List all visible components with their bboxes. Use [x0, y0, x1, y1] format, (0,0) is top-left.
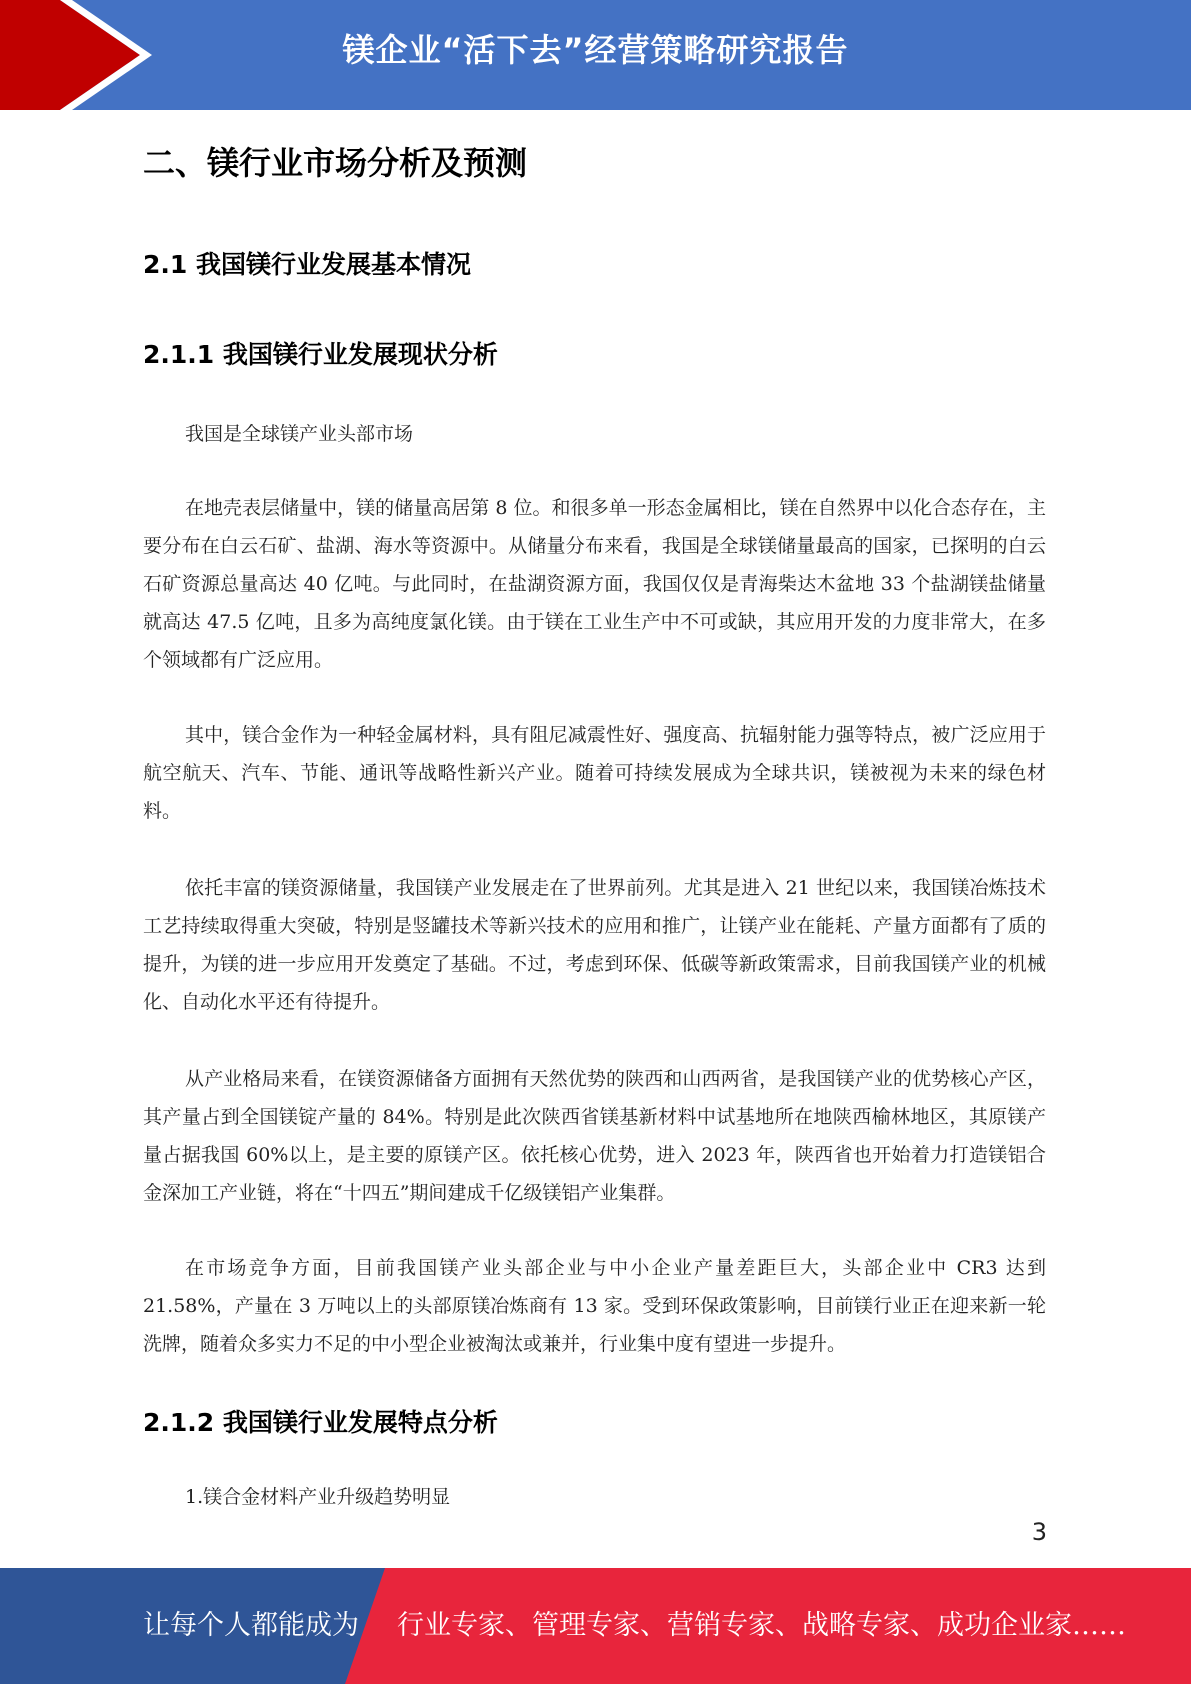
footer-banner: [0, 1568, 1191, 1684]
list-item: 1.镁合金材料产业升级趋势明显: [185, 1486, 451, 1508]
footer-slogan-right: 行业专家、管理专家、营销专家、战略专家、成功企业家……: [397, 1610, 1126, 1641]
paragraph-pattern: 从产业格局来看，在镁资源储备方面拥有天然优势的陕西和山西两省，是我国镁产业的优势核心产区，其产量占到全国镁锭产量的 84%。特别是此次陕西省镁基新材料中试基地所在地陕西榆林地区，其原镁产量占据我国 60%以上，是主要的原镁产区。依托核心优势，进入 2023 年，陕西省也开始着力打造镁铝合金深加工产业链，将在“十四五”期间建成千亿级镁铝产业集群。: [143, 1068, 1046, 1204]
subsubsection-title-2: 2.1.2 我国镁行业发展特点分析: [143, 1408, 498, 1437]
header-banner: [0, 0, 1191, 110]
paragraph-competition: 在市场竞争方面，目前我国镁产业头部企业与中小企业产量差距巨大，头部企业中 CR3 达到21.58%，产量在 3 万吨以上的头部原镁冶炼商有 13 家。受到环保政策影响，目前镁行业正在迎来新一轮洗牌，随着众多实力不足的中小型企业被淘汰或兼并，行业集中度有望进一步提升。: [143, 1257, 1046, 1355]
report-title: 镁企业“活下去”经营策略研究报告: [342, 31, 849, 69]
paragraph-lead: 我国是全球镁产业头部市场: [185, 423, 414, 445]
page-number: 3: [1031, 1518, 1047, 1546]
footer-slogan-left: 让每个人都能成为: [143, 1610, 359, 1641]
section-title: 二、镁行业市场分析及预测: [143, 144, 528, 182]
paragraph-alloy: 其中，镁合金作为一种轻金属材料，具有阻尼减震性好、强度高、抗辐射能力强等特点，被广泛应用于航空航天、汽车、节能、通讯等战略性新兴产业。随着可持续发展成为全球共识，镁被视为未来的绿色材料。: [143, 724, 1046, 822]
paragraph-industry: 依托丰富的镁资源储量，我国镁产业发展走在了世界前列。尤其是进入 21 世纪以来，我国镁冶炼技术工艺持续取得重大突破，特别是竖罐技术等新兴技术的应用和推广，让镁产业在能耗、产量方面都有了质的提升，为镁的进一步应用开发奠定了基础。不过，考虑到环保、低碳等新政策需求，目前我国镁产业的机械化、自动化水平还有待提升。: [143, 877, 1046, 1013]
subsubsection-title-1: 2.1.1 我国镁行业发展现状分析: [143, 340, 498, 369]
subsection-title: 2.1 我国镁行业发展基本情况: [143, 250, 471, 279]
paragraph-reserves: 在地壳表层储量中，镁的储量高居第 8 位。和很多单一形态金属相比，镁在自然界中以化合态存在，主要分布在白云石矿、盐湖、海水等资源中。从储量分布来看，我国是全球镁储量最高的国家，已探明的白云石矿资源总量高达 40 亿吨。与此同时，在盐湖资源方面，我国仅仅是青海柴达木盆地 33 个盐湖镁盐储量就高达 47.5 亿吨，且多为高纯度氯化镁。由于镁在工业生产中不可或缺，其应用开发的力度非常大，在多个领域都有广泛应用。: [143, 497, 1046, 671]
